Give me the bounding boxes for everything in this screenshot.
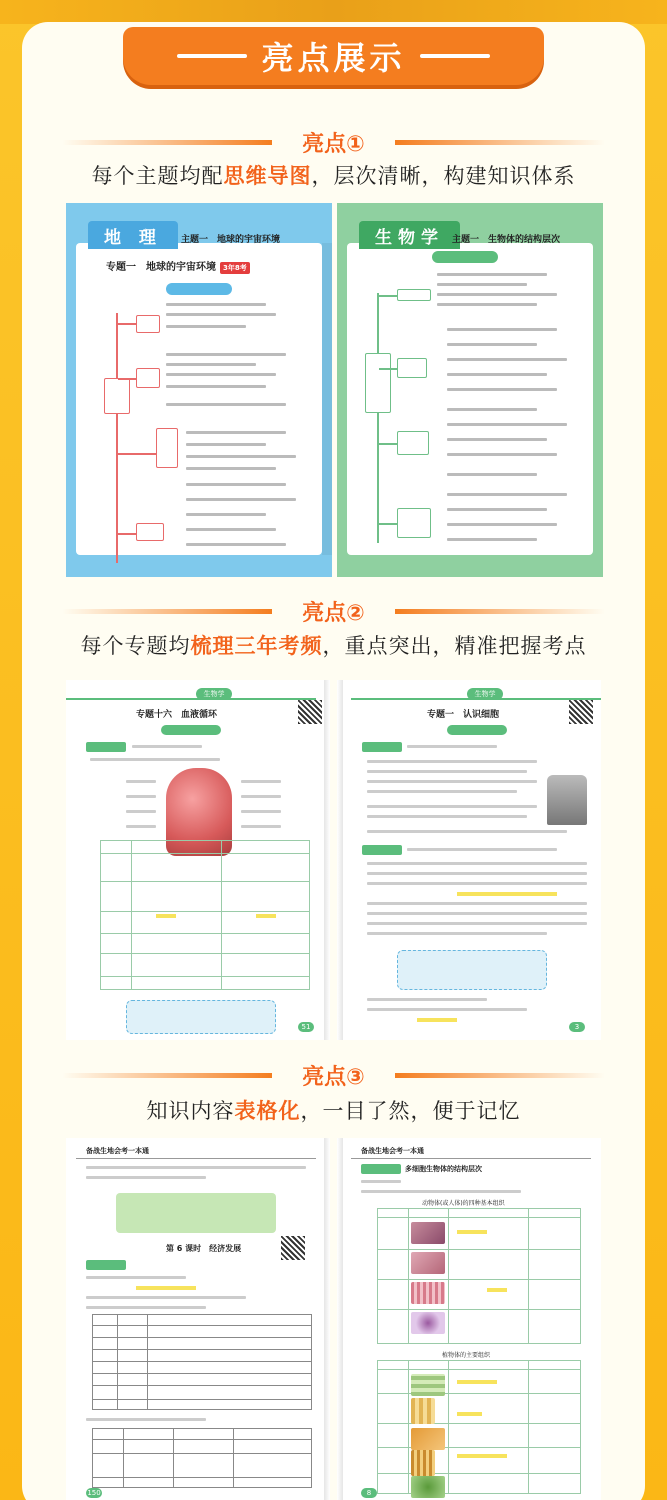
table-row: [93, 1349, 311, 1350]
table-col: [117, 1315, 118, 1409]
mindmap-leaf: [437, 273, 547, 276]
text-line: [86, 1166, 306, 1169]
mindmap-leaf: [447, 453, 557, 456]
section-1-header: [62, 125, 605, 159]
highlight-mark: [457, 1380, 497, 1384]
mindmap-leaf: [186, 513, 266, 516]
table-row: [93, 1439, 311, 1440]
text-line: [361, 1190, 521, 1193]
table-row: [378, 1279, 580, 1280]
table-row: [101, 933, 309, 934]
subject-tab: 生物学: [467, 688, 503, 700]
text-line: [367, 862, 587, 865]
table-caption: 植物体的主要组织: [442, 1352, 491, 1359]
page-number: 51: [298, 1022, 314, 1032]
knowledge-tag: [86, 1260, 126, 1270]
top-strip: [0, 0, 667, 24]
topic-title: [106, 258, 250, 274]
page-edge: [337, 680, 343, 1040]
highlights-banner: [123, 27, 544, 85]
mindmap-node: [397, 508, 431, 538]
mindmap-leaf: [166, 353, 286, 356]
book-header: 备战生地会考一本通: [86, 1147, 149, 1155]
meristem-image: [411, 1374, 445, 1396]
page-edge: [324, 680, 330, 1040]
table-row: [93, 1453, 311, 1454]
table-row: [101, 976, 309, 977]
highlight-mark: [417, 1018, 457, 1022]
section-1-subtitle: [30, 160, 637, 190]
mindmap-leaf: [166, 313, 276, 316]
mindmap-branch: [118, 453, 158, 455]
text-line: [367, 998, 487, 1001]
banner-bar-right: [420, 54, 490, 58]
text-line: [367, 815, 527, 818]
theme-title: 主题一 生物体的结构层次: [452, 235, 561, 245]
subject-tab: 生物学: [196, 688, 232, 700]
geography-mindmap-card: [66, 203, 332, 577]
mindmap-leaf: [437, 293, 557, 296]
blood-circulation-page: [66, 680, 330, 1040]
subtitle-text: ，一目了然，便于记忆: [300, 1099, 521, 1123]
topic-title: 专题一 认识细胞: [427, 710, 500, 720]
mindmap-branch: [118, 533, 138, 535]
highlight-mark: [136, 1286, 196, 1290]
table-row: [378, 1217, 580, 1218]
mindmap-leaf: [447, 388, 557, 391]
table-row: [93, 1385, 311, 1386]
mindmap-node: [365, 353, 391, 413]
text-line: [86, 1276, 186, 1279]
highlight-mark: [256, 914, 276, 918]
header-line: [66, 698, 316, 700]
table-col: [233, 1429, 234, 1487]
mindmap-node: [397, 289, 431, 301]
mindmap-branch: [118, 378, 138, 380]
table-row: [93, 1337, 311, 1338]
mindmap-leaf: [447, 473, 537, 476]
qr-code: [281, 1236, 305, 1260]
table-row: [378, 1447, 580, 1448]
text-line: [241, 825, 281, 828]
text-line: [367, 760, 537, 763]
mindmap-branch: [377, 293, 379, 543]
frequency-badge: 3年8考: [220, 262, 250, 274]
qr-code: [569, 700, 593, 724]
header-line: [351, 1158, 591, 1159]
text-line: [126, 780, 156, 783]
text-line: [367, 790, 517, 793]
mindmap-branch: [116, 313, 118, 563]
mindmap-node: [136, 315, 160, 333]
mindmap-leaf: [186, 467, 276, 470]
example-box: [116, 1193, 276, 1233]
subtitle-highlight: 思维导图: [223, 164, 312, 188]
table-row: [101, 953, 309, 954]
table-col: [131, 841, 132, 989]
mindmap-leaf: [166, 385, 266, 388]
mindmap-leaf: [447, 523, 557, 526]
table-row: [93, 1399, 311, 1400]
table-caption: 动物体(或人体)的四种基本组织: [422, 1200, 505, 1207]
section-divider-left: [62, 1073, 272, 1078]
region-table: [92, 1428, 312, 1488]
table-row: [378, 1249, 580, 1250]
connective-tissue-image: [411, 1252, 445, 1274]
mindmap-node: [136, 368, 160, 388]
highlight-mark: [457, 1412, 482, 1416]
table-col: [448, 1209, 449, 1343]
subtitle-text: ，层次清晰，构建知识体系: [311, 164, 576, 188]
section-divider-right: [395, 609, 605, 614]
theme-title: 主题一 地球的宇宙环境: [181, 235, 281, 245]
topic-tag: [361, 1164, 401, 1174]
table-row: [378, 1473, 580, 1474]
text-line: [86, 1296, 246, 1299]
header-line: [76, 1158, 316, 1159]
text-line: [241, 810, 281, 813]
mindmap-leaf: [447, 373, 547, 376]
mindmap-leaf: [447, 328, 557, 331]
animal-tissue-table: [377, 1208, 581, 1344]
table-row: [101, 911, 309, 912]
subtitle-highlight: 梳理三年考频: [190, 634, 323, 658]
mindmap-leaf: [447, 438, 547, 441]
text-line: [367, 830, 567, 833]
section-divider-right: [395, 140, 605, 145]
text-line: [241, 780, 281, 783]
memory-tip-box: [397, 950, 547, 990]
section-2-label: 亮点②: [292, 596, 375, 627]
mindmap-leaf: [186, 431, 286, 434]
biology-mindmap-card: [337, 203, 603, 577]
subtitle-text: ，重点突出，精准把握考点: [322, 634, 587, 658]
table-col: [123, 1429, 124, 1487]
mindmap-leaf: [447, 358, 567, 361]
knowledge-tag: [86, 742, 126, 752]
page-edge: [324, 1138, 330, 1500]
mindmap-leaf: [186, 483, 286, 486]
mindmap-pill: [166, 283, 232, 295]
mindmap-leaf: [166, 403, 286, 406]
mindmap-node: [156, 428, 178, 468]
text-line: [407, 745, 497, 748]
mechanical-tissue-image: [411, 1476, 445, 1498]
nerve-tissue-image: [411, 1312, 445, 1334]
tissue-page: [337, 1138, 601, 1500]
subject-tab: 生物学: [359, 221, 460, 249]
text-line: [367, 922, 587, 925]
mindmap-leaf: [186, 528, 276, 531]
parenchyma-image: [411, 1398, 435, 1424]
section-3-header: [62, 1058, 605, 1092]
mindmap-leaf: [166, 303, 266, 306]
page-edge: [337, 1138, 343, 1500]
text-line: [86, 1418, 206, 1421]
mindmap-node: [397, 431, 429, 455]
section-3-label: 亮点③: [292, 1060, 375, 1091]
lesson-title: 第 6 课时 经济发展: [166, 1244, 242, 1253]
text-line: [367, 780, 537, 783]
section-3-subtitle: [30, 1095, 637, 1125]
topic-title: 多细胞生物体的结构层次: [405, 1165, 482, 1173]
text-line: [367, 770, 527, 773]
microscope-image: [547, 775, 587, 825]
table-row: [93, 1477, 311, 1478]
text-line: [241, 795, 281, 798]
experiment-tag: [362, 845, 402, 855]
card-shadow: [322, 243, 332, 555]
mindmap-leaf: [166, 363, 256, 366]
text-line: [86, 1306, 206, 1309]
mindmap-node: [136, 523, 164, 541]
table-col: [528, 1209, 529, 1343]
text-line: [367, 932, 547, 935]
table-row: [378, 1309, 580, 1310]
highlight-mark: [457, 892, 557, 896]
text-line: [90, 758, 220, 761]
subtitle-highlight: 表格化: [234, 1099, 301, 1123]
agriculture-page: [66, 1138, 330, 1500]
text-line: [367, 912, 587, 915]
table-row: [378, 1369, 580, 1370]
mindmap-leaf: [186, 455, 296, 458]
mindmap-branch: [118, 323, 138, 325]
section-divider-right: [395, 1073, 605, 1078]
table-col: [408, 1209, 409, 1343]
text-line: [86, 1176, 206, 1179]
table-row: [93, 1361, 311, 1362]
text-line: [367, 805, 537, 808]
table-row: [101, 853, 309, 854]
mindmap-leaf: [186, 543, 286, 546]
table-col: [173, 1429, 174, 1487]
text-line: [367, 872, 587, 875]
highlight-mark: [156, 914, 176, 918]
section-divider-left: [62, 609, 272, 614]
mindmap-leaf: [166, 325, 246, 328]
knowledge-tag: [362, 742, 402, 752]
text-line: [132, 745, 202, 748]
page-number: 3: [569, 1022, 585, 1032]
text-line: [407, 848, 557, 851]
mindmap-leaf: [437, 303, 537, 306]
section-2-subtitle: [30, 630, 637, 660]
section-1-label: 亮点①: [292, 127, 375, 158]
text-line: [367, 1008, 527, 1011]
banner-title: 亮点展示: [261, 39, 406, 77]
text-line: [126, 810, 156, 813]
section-divider-left: [62, 140, 272, 145]
section-pill: [447, 725, 507, 735]
mindmap-node: [397, 358, 427, 378]
table-row: [378, 1423, 580, 1424]
mindmap-leaf: [437, 283, 527, 286]
mindmap-leaf: [447, 538, 537, 541]
mindmap-node: [104, 378, 130, 414]
cell-page: [337, 680, 601, 1040]
conducting-tissue-image: [411, 1450, 435, 1476]
comparison-table: [100, 840, 310, 990]
mindmap-leaf: [447, 343, 537, 346]
page-number: 150: [87, 1489, 101, 1497]
book-header: 备战生地会考一本通: [361, 1147, 424, 1155]
subtitle-text: 每个专题均: [80, 634, 191, 658]
qr-code: [298, 700, 322, 724]
text-line: [126, 795, 156, 798]
page-number: 8: [361, 1488, 377, 1498]
table-col: [147, 1315, 148, 1409]
text-line: [367, 902, 587, 905]
mindmap-leaf: [447, 508, 547, 511]
banner-bar-left: [177, 54, 247, 58]
protective-tissue-image: [411, 1428, 445, 1450]
mindmap-leaf: [186, 443, 266, 446]
table-col: [221, 841, 222, 989]
mindmap-leaf: [447, 423, 567, 426]
mindmap-pill: [432, 251, 498, 263]
section-2-header: [62, 594, 605, 628]
highlight-mark: [457, 1454, 507, 1458]
memory-tip-box: [126, 1000, 276, 1034]
mindmap-leaf: [166, 373, 276, 376]
topic-title: 专题十六 血液循环: [136, 710, 218, 720]
highlight-mark: [457, 1230, 487, 1234]
header-line: [351, 698, 601, 700]
text-line: [126, 825, 156, 828]
table-row: [378, 1393, 580, 1394]
section-pill: [161, 725, 221, 735]
topic-text: 专题一 地球的宇宙环境: [106, 262, 216, 273]
mindmap-leaf: [186, 498, 296, 501]
muscle-tissue-image: [411, 1282, 445, 1304]
table-row: [101, 881, 309, 882]
subtitle-text: 知识内容: [146, 1099, 235, 1123]
agriculture-table: [92, 1314, 312, 1410]
text-line: [361, 1180, 401, 1183]
mindmap-leaf: [447, 493, 567, 496]
subject-tab: 地 理: [88, 221, 178, 249]
table-row: [93, 1373, 311, 1374]
mindmap-leaf: [447, 408, 537, 411]
subtitle-text: 每个主题均配: [91, 164, 224, 188]
table-row: [93, 1325, 311, 1326]
text-line: [367, 882, 587, 885]
highlight-mark: [487, 1288, 507, 1292]
epithelial-tissue-image: [411, 1222, 445, 1244]
